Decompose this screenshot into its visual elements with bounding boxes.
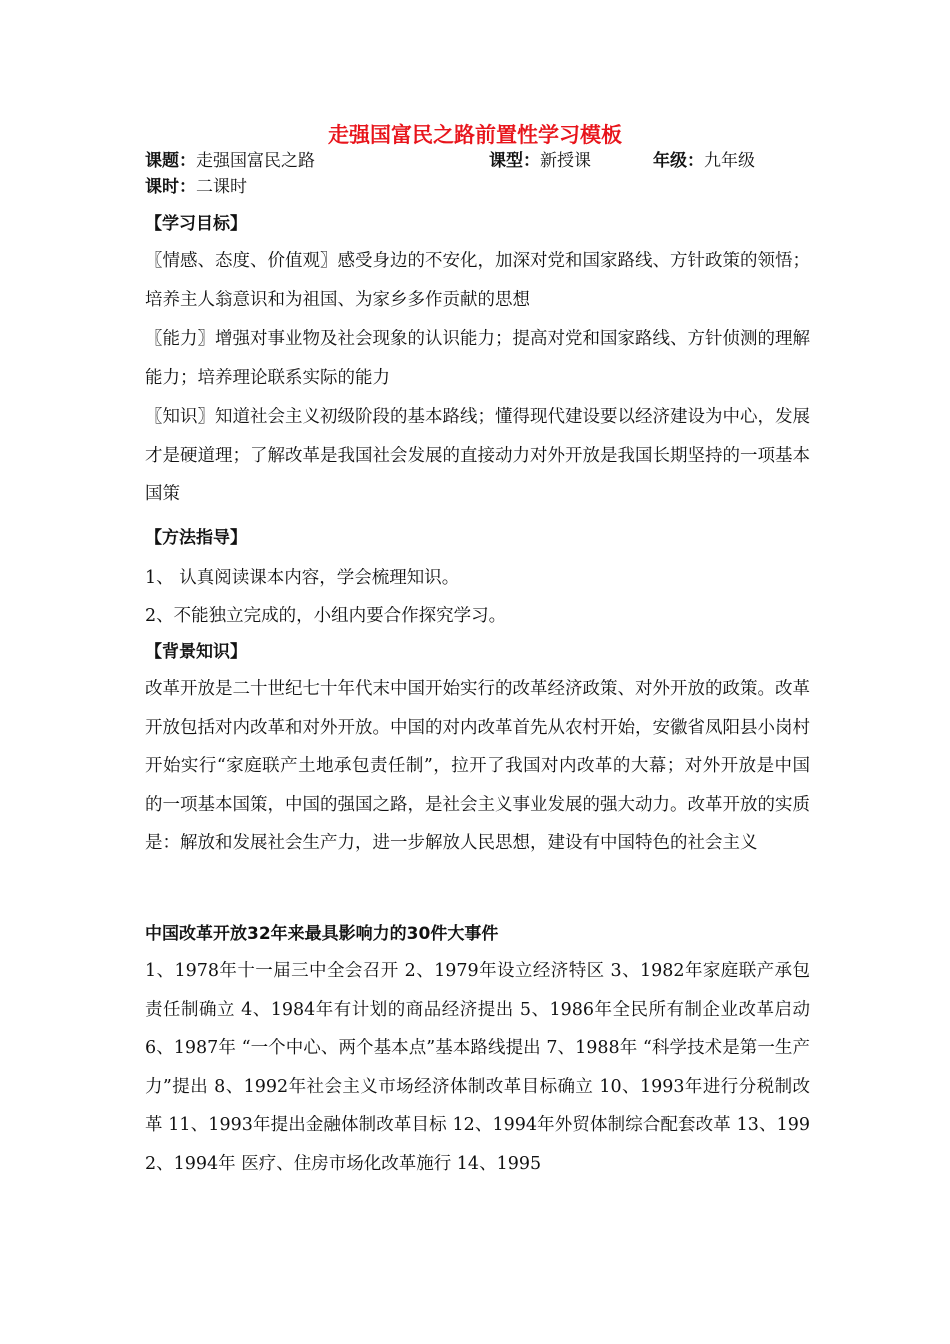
hours-label: 课时： (145, 177, 196, 197)
background-paragraph: 改革开放是二十世纪七十年代末中国开始实行的改革经济政策、对外开放的政策。改革开放包括对内改革和对外开放。中国的对内改革首先从农村开始，安徽省凤阳县小岗村开始实行“家庭联产土地承包责任制”，拉开了我国对内改革的大幕；对外开放是中国的一项基本国策，中国的强国之路，是社会主义事业发展的强大动力。改革开放的实质是：解放和发展社会生产力，进一步解放人民思想，建设有中国特色的社会主义 (145, 679, 810, 853)
grade-value: 九年级 (704, 151, 755, 171)
method-heading: 【方法指导】 (145, 528, 247, 548)
events-paragraph: 1、1978年十一届三中全会召开 2、1979年设立经济特区 3、1982年家庭联产承包责任制确立 4、1984年有计划的商品经济提出 5、1986年全民所有制企业改革启动 6、1987年 “一个中心、两个基本点”基本路线提出 7、1988年 “科学技术是第一生产力”提出 8、1992年社会主义市场经济体制改革目标确立 10、1993年进行分税制改革 11、1993年提出金融体制改革目标 12、1994年外贸体制综合配套改革 13、1992、1994年 医疗、住房市场化改革施行 14、1995 (145, 961, 810, 1174)
hours-value: 二课时 (196, 177, 247, 197)
goal-emotion-paragraph: 〖情感、态度、价值观〗感受身边的不安化，加深对党和国家路线、方针政策的领悟；培养主人翁意识和为祖国、为家乡多作贡献的思想 (145, 251, 810, 310)
hours-field (145, 174, 247, 200)
topic-value: 走强国富民之路 (196, 151, 315, 171)
type-field (489, 148, 591, 174)
grade-field (653, 148, 755, 174)
document-title: 走强国富民之路前置性学习模板 (328, 123, 622, 147)
goal-knowledge-paragraph: 〖知识〗知道社会主义初级阶段的基本路线；懂得现代建设要以经济建设为中心，发展才是硬道理；了解改革是我国社会发展的直接动力对外开放是我国长期坚持的一项基本国策 (145, 407, 810, 504)
goals-heading: 【学习目标】 (145, 214, 247, 234)
method-item-1: 1、 认真阅读课本内容，学会梳理知识。 (145, 568, 460, 588)
type-label: 课型： (489, 151, 540, 171)
topic-field (145, 148, 315, 174)
goal-ability-paragraph: 〖能力〗增强对事业物及社会现象的认识能力；提高对党和国家路线、方针侦测的理解能力；培养理论联系实际的能力 (145, 329, 810, 388)
events-heading: 中国改革开放32年来最具影响力的30件大事件 (145, 924, 499, 944)
type-value: 新授课 (540, 151, 591, 171)
background-heading: 【背景知识】 (145, 642, 247, 662)
method-item-2: 2、不能独立完成的，小组内要合作探究学习。 (145, 606, 507, 626)
grade-label: 年级： (653, 151, 704, 171)
topic-label: 课题： (145, 151, 196, 171)
